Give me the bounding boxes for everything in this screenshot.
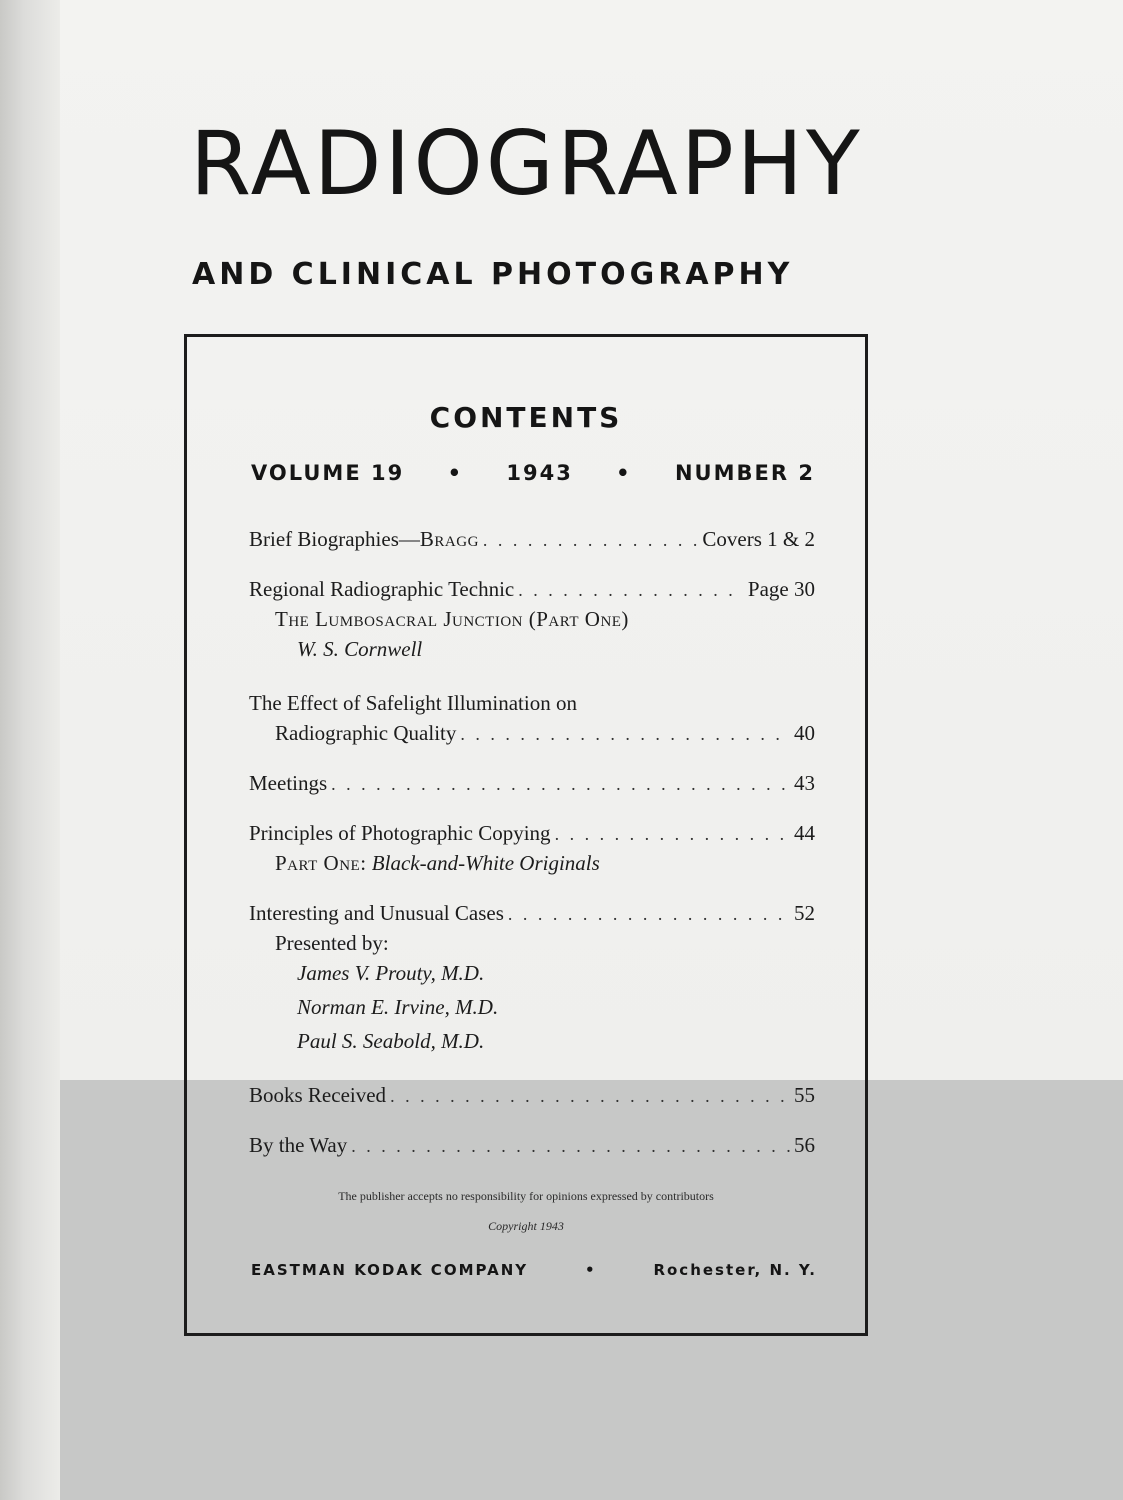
separator-bullet: • bbox=[585, 1261, 597, 1279]
dot-leader bbox=[331, 774, 790, 795]
entry-title: Principles of Photographic Copying bbox=[249, 821, 551, 845]
entry-page: 40 bbox=[794, 721, 815, 745]
entry-page: 55 bbox=[794, 1083, 815, 1107]
dot-leader bbox=[390, 1086, 790, 1107]
entry-title: Books Received bbox=[249, 1083, 387, 1107]
part-title: Black-and-White Originals bbox=[371, 851, 600, 875]
entry-page: Covers 1 & 2 bbox=[702, 527, 815, 551]
publisher-line bbox=[251, 1261, 817, 1279]
contents-heading: CONTENTS bbox=[429, 401, 623, 434]
presented-by: Presented by: bbox=[275, 931, 389, 955]
issue-line bbox=[251, 461, 815, 485]
entry-page: 52 bbox=[794, 901, 815, 925]
toc-entry-regional bbox=[249, 577, 815, 671]
separator-bullet: • bbox=[616, 461, 632, 485]
presenter: Paul S. Seabold, M.D. bbox=[297, 1029, 485, 1053]
masthead-subtitle: AND CLINICAL PHOTOGRAPHY bbox=[192, 257, 794, 292]
entry-author: W. S. Cornwell bbox=[297, 637, 423, 661]
dot-leader bbox=[351, 1136, 790, 1157]
toc-entry-biographies bbox=[249, 527, 815, 557]
separator-bullet: • bbox=[447, 461, 463, 485]
toc-entry-safelight bbox=[249, 691, 815, 751]
contents-box bbox=[184, 334, 868, 1336]
presenter: Norman E. Irvine, M.D. bbox=[297, 995, 499, 1019]
toc-entry-meetings bbox=[249, 771, 815, 801]
number-label: NUMBER 2 bbox=[674, 461, 815, 485]
entry-page: 44 bbox=[794, 821, 815, 845]
toc-entry-books bbox=[249, 1083, 815, 1113]
entry-title-line1: The Effect of Safelight Illumination on bbox=[249, 691, 577, 715]
entry-name: Bragg bbox=[419, 527, 479, 551]
entry-title: Regional Radiographic Technic bbox=[249, 577, 515, 601]
publisher-name: EASTMAN KODAK COMPANY bbox=[251, 1261, 529, 1279]
entry-page: 43 bbox=[794, 771, 815, 795]
dot-leader bbox=[483, 530, 699, 551]
entry-subtitle: The Lumbosacral Junction (Part One) bbox=[275, 607, 629, 631]
copyright: Copyright 1943 bbox=[488, 1219, 564, 1233]
dot-leader bbox=[460, 724, 790, 745]
entry-title-line2: Radiographic Quality bbox=[275, 721, 457, 745]
table-of-contents bbox=[249, 527, 815, 1183]
binding-shadow bbox=[0, 0, 60, 1500]
volume-label: VOLUME 19 bbox=[251, 461, 405, 485]
disclaimer: The publisher accepts no responsibility for opinions expressed by contributors bbox=[338, 1189, 714, 1203]
toc-entry-bytheway bbox=[249, 1133, 815, 1163]
dot-leader bbox=[555, 824, 790, 845]
entry-page: 56 bbox=[794, 1133, 815, 1157]
entry-page: Page 30 bbox=[747, 577, 815, 601]
entry-title: Brief Biographies— bbox=[249, 527, 420, 551]
toc-entry-copying bbox=[249, 821, 815, 881]
dot-leader bbox=[518, 580, 744, 601]
dot-leader bbox=[508, 904, 790, 925]
part-label: Part One: bbox=[275, 851, 367, 875]
masthead-title: RADIOGRAPHY bbox=[190, 112, 863, 215]
presenter: James V. Prouty, M.D. bbox=[297, 961, 485, 985]
entry-title: Meetings bbox=[249, 771, 328, 795]
publisher-location: Rochester, N. Y. bbox=[653, 1261, 817, 1279]
toc-entry-cases bbox=[249, 901, 815, 1063]
entry-title: Interesting and Unusual Cases bbox=[249, 901, 504, 925]
entry-title: By the Way bbox=[249, 1133, 348, 1157]
year-label: 1943 bbox=[506, 461, 573, 485]
